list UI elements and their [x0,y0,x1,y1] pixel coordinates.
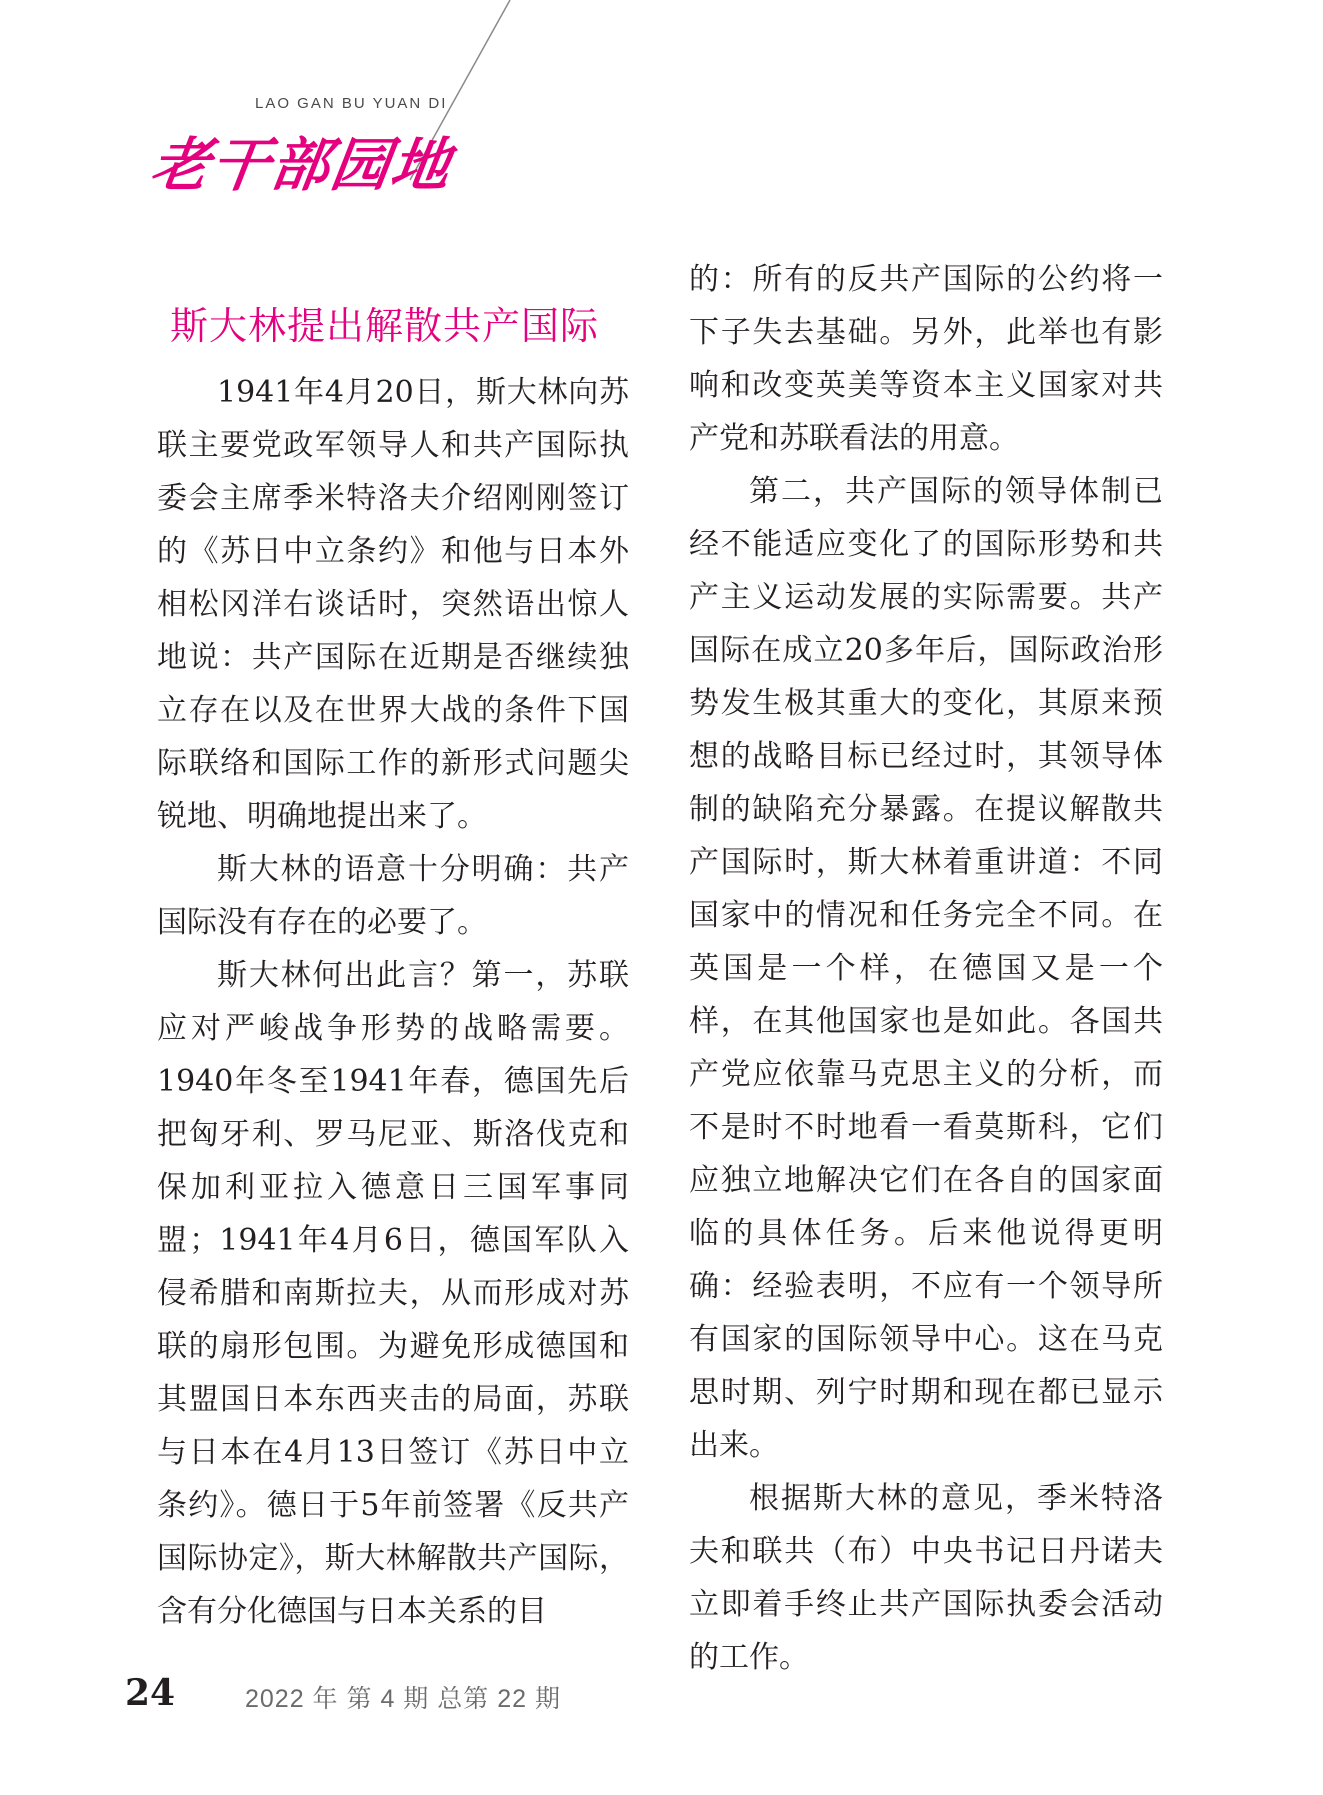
article-title: 斯大林提出解散共产国际 [170,304,600,348]
paragraph: 斯大林何出此言？第一，苏联应对严峻战争形势的战略需要。1940年冬至1941年春，德国先后把匈牙利、罗马尼亚、斯洛伐克和保加利亚拉入德意日三国军事同盟；1941年4月6日，德国军队入侵希腊和南斯拉夫，从而形成对苏联的扇形包围。为避免形成德国和其盟国日本东西夹击的局面，苏联与日本在4月13日签订《苏日中立条约》。德日于5年前签署《反共产国际协定》，斯大林解散共产国际，含有分化德国与日本关系的目 [157,958,629,1629]
paragraph-continuation: 的：所有的反共产国际的公约将一下子失去基础。另外，此举也有影响和改变英美等资本主义国家对共产党和苏联看法的用意。 [689,262,1163,456]
issue-info: 2022 年 第 4 期 总第 22 期 [245,1685,561,1713]
paragraph: 根据斯大林的意见，季米特洛夫和联共（布）中央书记日丹诺夫立即着手终止共产国际执委会活动的工作。 [689,1481,1163,1675]
column-logo: 老干部园地 [146,131,457,199]
column-pinyin-label: LAO GAN BU YUAN DI [255,95,448,112]
paragraph: 第二，共产国际的领导体制已经不能适应变化了的国际形势和共产主义运动发展的实际需要。共产国际在成立20多年后，国际政治形势发生极其重大的变化，其原来预想的战略目标已经过时，其领导体制的缺陷充分暴露。在提议解散共产国际时，斯大林着重讲道：不同国家中的情况和任务完全不同。在英国是一个样，在德国又是一个样，在其他国家也是如此。各国共产党应依靠马克思主义的分析，而不是时不时地看一看莫斯科，它们应独立地解决它们在各自的国家面临的具体任务。后来他说得更明确：经验表明，不应有一个领导所有国家的国际领导中心。这在马克思时期、列宁时期和现在都已显示出来。 [689,474,1163,1463]
page-number: 24 [125,1672,176,1714]
article-right-column [689,253,1163,1684]
article-left-column [157,366,629,1638]
paragraph: 1941年4月20日，斯大林向苏联主要党政军领导人和共产国际执委会主席季米特洛夫介绍刚刚签订的《苏日中立条约》和他与日本外相松冈洋右谈话时，突然语出惊人地说：共产国际在近期是否继续独立存在以及在世界大战的条件下国际联络和国际工作的新形式问题尖锐地、明确地提出来了。 [157,375,629,834]
paragraph: 斯大林的语意十分明确：共产国际没有存在的必要了。 [157,852,629,940]
